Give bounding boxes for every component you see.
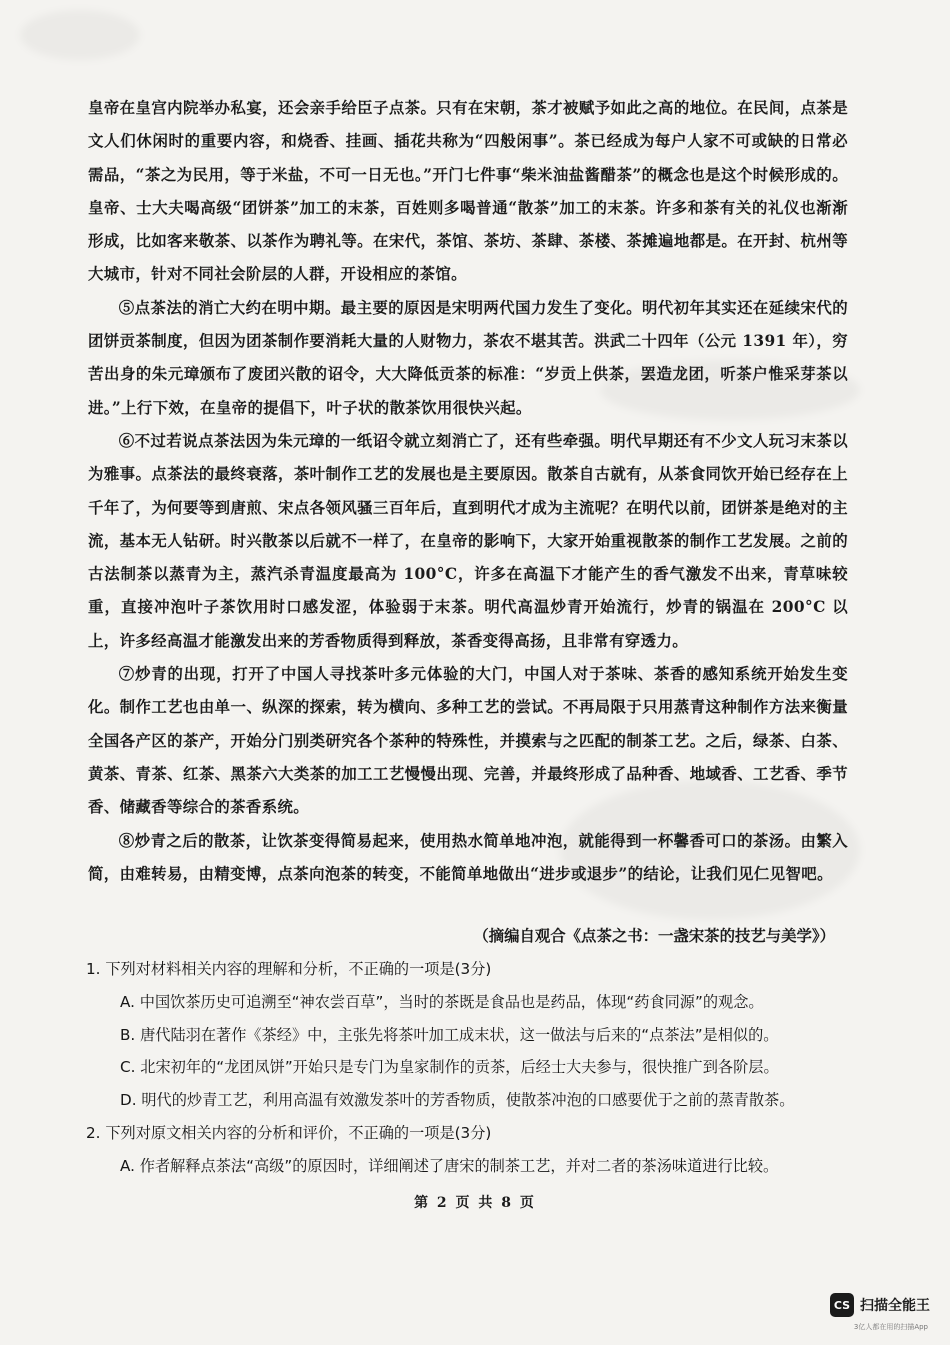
- scanner-app-name: 扫描全能王: [860, 1298, 930, 1314]
- scanner-tagline: 3亿人都在用的扫描App: [853, 1323, 928, 1331]
- question-1-option-b: B. 唐代陆羽在著作《茶经》中，主张先将茶叶加工成末状，这一做法与后来的“点茶法”是相似的。: [120, 1025, 779, 1044]
- question-1-option-c: C. 北宋初年的“龙团凤饼”开始只是专门为皇家制作的贡茶，后经士大夫参与，很快推广到各阶层。: [120, 1058, 779, 1077]
- question-2-stem: 2. 下列对原文相关内容的分析和评价，不正确的一项是(3分): [86, 1123, 492, 1142]
- paragraph-7: ⑦炒青的出现，打开了中国人寻找茶叶多元体验的大门，中国人对于茶味、茶香的感知系统开始发生变化。制作工艺也由单一、纵深的探索，转为横向、多种工艺的尝试。不再局限于只用蒸青这种制作方法来衡量全国各产区的茶产，开始分门别类研究各个茶种的特殊性，并摸索与之匹配的制茶工艺。之后，绿茶、白茶、黄茶、青茶、红茶、黑茶六大类茶的加工工艺慢慢出现、完善，并最终形成了品种香、地域香、工艺香、季节香、储藏香等综合的茶香系统。: [88, 665, 848, 817]
- question-2-option-a: A. 作者解释点茶法“高级”的原因时，详细阐述了唐宋的制茶工艺，并对二者的茶汤味道进行比较。: [120, 1156, 779, 1175]
- questions-section: [86, 953, 860, 1183]
- article-body: [88, 92, 848, 891]
- scanner-watermark: [830, 1293, 930, 1317]
- question-1-stem: 1. 下列对材料相关内容的理解和分析，不正确的一项是(3分): [86, 960, 492, 978]
- paragraph-continued: 皇帝在皇宫内院举办私宴，还会亲手给臣子点茶。只有在宋朝，茶才被赋予如此之高的地位。在民间，点茶是文人们休闲时的重要内容，和烧香、挂画、插花共称为“四般闲事”。茶已经成为每户人家不可或缺的日常必需品，“茶之为民用，等于米盐，不可一日无也。”开门七件事“柴米油盐酱醋茶”的概念也是这个时候形成的。皇帝、士大夫喝高级“团饼茶”加工的末茶，百姓则多喝普通“散茶”加工的末茶。许多和茶有关的礼仪也渐渐形成，比如客来敬茶、以茶作为聘礼等。在宋代，茶馆、茶坊、茶肆、茶楼、茶摊遍地都是。在开封、杭州等大城市，针对不同社会阶层的人群，开设相应的茶馆。: [88, 99, 848, 284]
- question-1-option-d: D. 明代的炒青工艺，利用高温有效激发茶叶的芳香物质，使散茶冲泡的口感要优于之前的蒸青散茶。: [120, 1091, 795, 1110]
- article-source: （摘编自观合《点茶之书：一盏宋茶的技艺与美学》）: [473, 927, 835, 945]
- paragraph-8: ⑧炒青之后的散茶，让饮茶变得简易起来，使用热水简单地冲泡，就能得到一杯馨香可口的茶汤。由繁入简，由难转易，由精变博，点茶向泡茶的转变，不能简单地做出“进步或退步”的结论，让我们见仁见智吧。: [88, 831, 848, 883]
- camscanner-logo-icon: CS: [830, 1293, 854, 1317]
- paragraph-5: ⑤点茶法的消亡大约在明中期。最主要的原因是宋明两代国力发生了变化。明代初年其实还在延续宋代的团饼贡茶制度，但因为团茶制作要消耗大量的人财物力，茶农不堪其苦。洪武二十四年（公元 1391 年），穷苦出身的朱元璋颁布了废团兴散的诏令，大大降低贡茶的标准：“岁贡上供茶，罢造龙团，听茶户惟采芽茶以进。”上行下效，在皇帝的提倡下，叶子状的散茶饮用很快兴起。: [88, 298, 848, 417]
- page-number: 第 2 页 共 8 页: [414, 1195, 536, 1211]
- question-1-option-a: A. 中国饮茶历史可追溯至“神农尝百草”，当时的茶既是食品也是药品，体现“药食同源”的观念。: [120, 992, 764, 1011]
- paragraph-6: ⑥不过若说点茶法因为朱元璋的一纸诏令就立刻消亡了，还有些牵强。明代早期还有不少文人玩习末茶以为雅事。点茶法的最终衰落，茶叶制作工艺的发展也是主要原因。散茶自古就有，从茶食同饮开始已经存在上千年了，为何要等到唐煎、宋点各领风骚三百年后，直到明代才成为主流呢？在明代以前，团饼茶是绝对的主流，基本无人钻研。时兴散茶以后就不一样了，在皇帝的影响下，大家开始重视散茶的制作工艺发展。之前的古法制茶以蒸青为主，蒸汽杀青温度最高为 100°C，许多在高温下才能产生的香气激发不出来，青草味较重，直接冲泡叶子茶饮用时口感发涩，体验弱于末茶。明代高温炒青开始流行，炒青的锅温在 200°C 以上，许多经高温才能激发出来的芳香物质得到释放，茶香变得高扬，且非常有穿透力。: [88, 431, 848, 650]
- scan-bleed-mark: [20, 10, 140, 60]
